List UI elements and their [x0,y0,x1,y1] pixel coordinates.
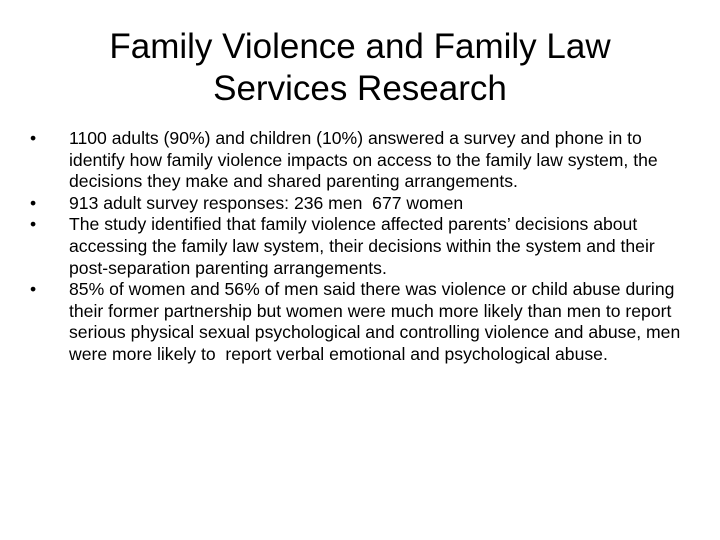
bullet-text-3: The study identified that family violence affected parents’ decisions about accessing the family law system, their decisions within the system and their post-separation parenting arrangements. [69,214,655,278]
bullet-list [30,128,690,366]
bullet-text-4: 85% of women and 56% of men said there was violence or child abuse during their former partnership but women were much more likely than men to report serious physical sexual psychological and controlling violence and abuse, men were more likely to report verbal emotional and psychological abuse. [69,279,686,364]
slide-title-line-2: Services Research [213,69,507,108]
bullet-item-3 [30,214,690,279]
bullet-marker: • [30,214,37,235]
bullet-marker: • [30,192,37,213]
slide-title [40,26,680,110]
bullet-item-1 [30,128,690,193]
bullet-item-4 [30,279,690,365]
bullet-item-2 [30,193,690,215]
bullet-marker: • [30,279,37,300]
bullet-text-1: 1100 adults (90%) and children (10%) answered a survey and phone in to identify how family violence impacts on access to the family law system, the decisions they make and shared parenting arrangements. [69,128,658,192]
slide-title-line-1: Family Violence and Family Law [109,27,611,66]
bullet-text-2: 913 adult survey responses: 236 men 677 women [69,192,464,213]
bullet-marker: • [30,128,37,148]
